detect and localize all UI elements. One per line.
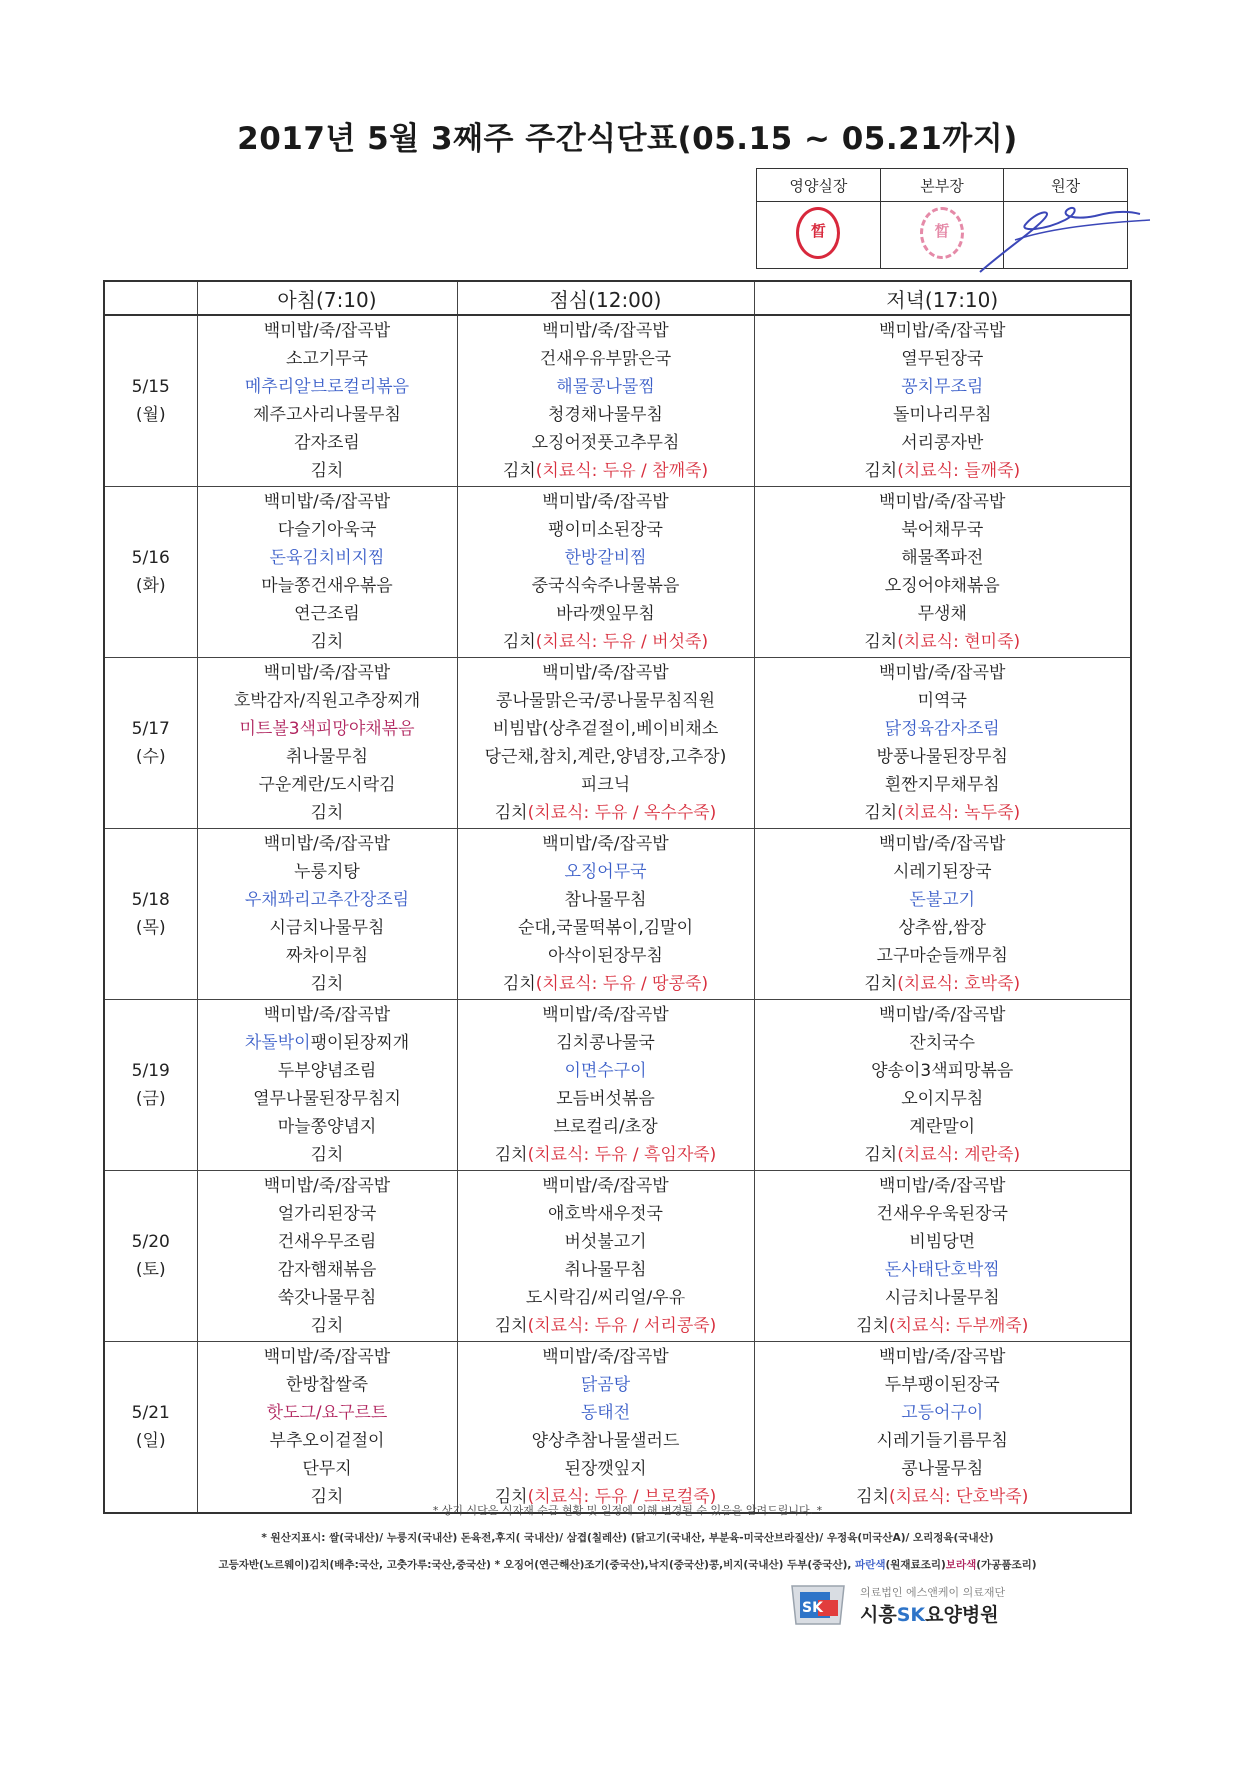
menu-item: 백미밥/죽/잡곡밥: [879, 1005, 1006, 1025]
breakfast-cell: [197, 487, 457, 658]
menu-item: 돌미나리무침: [892, 405, 992, 425]
menu-item: 비빔밥(상추겉절이,베이비채소: [492, 719, 719, 739]
menu-item: 백미밥/죽/잡곡밥: [879, 1347, 1006, 1367]
breakfast-cell: [197, 658, 457, 829]
menu-item: 건새우우욱된장국: [876, 1204, 1008, 1224]
diet-note: (치료식: 단호박죽): [889, 1487, 1029, 1507]
menu-item: 취나물무침: [285, 747, 369, 767]
menu-item: 김치(치료식: 두유 / 땅콩죽): [502, 974, 709, 994]
menu-item: 돈불고기: [909, 890, 976, 910]
menu-item: 백미밥/죽/잡곡밥: [542, 321, 669, 341]
approval-header-head: 원장: [1004, 169, 1128, 202]
menu-item: 모듬버섯볶음: [556, 1089, 655, 1109]
approval-cell-nutrition: [757, 202, 881, 269]
diet-note: (치료식: 두부깨죽): [889, 1316, 1029, 1336]
signature: [975, 190, 1155, 280]
menu-item: 김치(치료식: 두유 / 서리콩죽): [494, 1316, 717, 1336]
menu-item: 이면수구이: [564, 1061, 647, 1081]
menu-item: 무생채: [917, 604, 967, 624]
breakfast-cell: [197, 315, 457, 487]
breakfast-column-header: 아침(7:10): [197, 281, 457, 315]
menu-item: 김치(치료식: 두유 / 흑임자죽): [494, 1145, 717, 1165]
menu-item: 백미밥/죽/잡곡밥: [542, 1005, 669, 1025]
menu-item: 바라깻잎무침: [556, 604, 655, 624]
menu-item: 중국식숙주나물볶음: [531, 576, 680, 596]
menu-item: 백미밥/죽/잡곡밥: [542, 663, 669, 683]
menu-item: 백미밥/죽/잡곡밥: [263, 1176, 391, 1196]
menu-item: 백미밥/죽/잡곡밥: [263, 492, 391, 512]
menu-item: 김치: [310, 632, 344, 652]
menu-item: 오징어무국: [564, 862, 647, 882]
menu-item: 서리콩자반: [901, 433, 984, 453]
menu-header-row: [104, 281, 1131, 315]
menu-item: 연근조림: [294, 604, 360, 624]
menu-item: 호박감자/직원고추장찌개: [233, 691, 421, 711]
menu-item: 비빔당면: [909, 1232, 976, 1252]
menu-item: 돈육김치비지찜: [269, 548, 385, 568]
menu-item: 김치(치료식: 녹두죽): [864, 803, 1021, 823]
table-row: [104, 315, 1131, 487]
diet-note: (치료식: 녹두죽): [897, 803, 1021, 823]
seal-stamp: 晳: [920, 207, 964, 259]
menu-item: 상추쌈,쌈장: [898, 918, 986, 938]
menu-item: 부추오이겉절이: [269, 1431, 385, 1451]
breakfast-cell: [197, 1000, 457, 1171]
blue-legend: 파란색: [855, 1559, 886, 1571]
menu-item: 백미밥/죽/잡곡밥: [263, 834, 391, 854]
menu-item: 버섯불고기: [564, 1232, 647, 1252]
lunch-cell: [457, 658, 754, 829]
menu-item: 동태전: [580, 1403, 631, 1423]
day-date: 5/18: [131, 890, 170, 910]
table-row: [104, 658, 1131, 829]
menu-item: 김치(치료식: 두유 / 버섯죽): [502, 632, 709, 652]
dinner-cell: [754, 658, 1131, 829]
menu-item: 오징어야채볶음: [884, 576, 1000, 596]
diet-note: (치료식: 두유 / 버섯죽): [535, 632, 709, 652]
menu-item: 김치: [310, 803, 344, 823]
menu-item: 시레기된장국: [892, 862, 992, 882]
menu-item: 흰짠지무채무침: [884, 775, 1000, 795]
menu-item: 미역국: [917, 691, 967, 711]
menu-item: 백미밥/죽/잡곡밥: [263, 1005, 391, 1025]
menu-item: 잔치국수: [909, 1033, 976, 1053]
menu-item: 우채꽈리고추간장조림: [244, 890, 410, 910]
menu-item: 시금치나물무침: [884, 1288, 1000, 1308]
dinner-cell: [754, 1000, 1131, 1171]
lunch-cell: [457, 1171, 754, 1342]
menu-item: 김치(치료식: 두부깨죽): [856, 1316, 1029, 1336]
menu-item: 피크닉: [580, 775, 631, 795]
day-weekday: (토): [135, 1260, 166, 1280]
diet-note: (치료식: 두유 / 땅콩죽): [535, 974, 709, 994]
menu-item: 백미밥/죽/잡곡밥: [879, 321, 1006, 341]
diet-note: (치료식: 계란죽): [897, 1145, 1021, 1165]
menu-item: 메추리알브로컬리볶음: [244, 377, 410, 397]
page-title: 2017년 5월 3째주 주간식단표(05.15 ~ 05.21까지): [237, 121, 1018, 157]
menu-item: 백미밥/죽/잡곡밥: [879, 492, 1006, 512]
menu-item: 마늘쫑양념지: [277, 1117, 377, 1137]
menu-item: 감자조림: [294, 433, 360, 453]
menu-item: 백미밥/죽/잡곡밥: [542, 834, 669, 854]
breakfast-cell: [197, 829, 457, 1000]
menu-item: 차돌박이팽이된장찌개: [244, 1033, 410, 1053]
diet-note: (치료식: 들깨죽): [897, 461, 1021, 481]
menu-item: 다슬기아욱국: [277, 520, 377, 540]
table-row: [104, 1000, 1131, 1171]
day-cell: [104, 487, 197, 658]
diet-note: (치료식: 두유 / 브로컬죽): [527, 1487, 717, 1507]
menu-item: 닭곰탕: [580, 1375, 631, 1395]
menu-item: 참나물무침: [564, 890, 647, 910]
menu-item: 쑥갓나물무침: [277, 1288, 377, 1308]
menu-item: 고구마순들깨무침: [876, 946, 1008, 966]
menu-item: 얼가리된장국: [277, 1204, 377, 1224]
dinner-cell: [754, 315, 1131, 487]
menu-item: 김치(치료식: 호박죽): [864, 974, 1021, 994]
menu-item: 순대,국물떡볶이,김말이: [517, 918, 694, 938]
menu-item: 구운계란/도시락김: [258, 775, 396, 795]
diet-note: (치료식: 두유 / 서리콩죽): [527, 1316, 717, 1336]
lunch-cell: [457, 315, 754, 487]
dinner-cell: [754, 1342, 1131, 1514]
menu-item: 두부양념조림: [277, 1061, 377, 1081]
menu-item: 김치(치료식: 두유 / 옥수수죽): [494, 803, 717, 823]
day-weekday: (월): [135, 405, 166, 425]
menu-item: 김치: [310, 1145, 344, 1165]
menu-item: 돈사태단호박찜: [884, 1260, 1000, 1280]
dinner-cell: [754, 1171, 1131, 1342]
day-weekday: (일): [135, 1431, 166, 1451]
menu-item: 팽이미소된장국: [548, 520, 663, 540]
menu-item: 두부팽이된장국: [884, 1375, 1000, 1395]
menu-item: 백미밥/죽/잡곡밥: [879, 663, 1006, 683]
breakfast-cell: [197, 1342, 457, 1514]
day-weekday: (금): [135, 1089, 166, 1109]
menu-item: 건새우유부맑은국: [539, 349, 672, 369]
hospital-logo: [788, 1582, 848, 1628]
org-subtitle: 의료법인 에스앤케이 의료재단: [860, 1586, 1006, 1599]
day-column-header: [104, 281, 197, 315]
day-cell: [104, 315, 197, 487]
menu-item: 도시락김/씨리얼/우유: [525, 1288, 686, 1308]
menu-item: 콩나물무침: [901, 1459, 984, 1479]
menu-item: 콩나물맑은국/콩나물무침직원: [495, 691, 716, 711]
menu-item: 김치(치료식: 단호박죽): [856, 1487, 1029, 1507]
svg-text:SK: SK: [802, 1600, 823, 1616]
menu-item: 애호박새우젓국: [548, 1204, 663, 1224]
origin-line-1: * 원산지표시: 쌀(국내산)/ 누룽지(국내산) 돈육전,후지( 국내산)/ 삼겹(칠레산) (닭고기(국내산, 부분육-미국산브라질산)/ 우정육(미국산A)/ 오리정육(국내산): [261, 1532, 994, 1544]
menu-item: 열무된장국: [901, 349, 984, 369]
table-row: [104, 1342, 1131, 1514]
day-weekday: (수): [135, 747, 166, 767]
seal-stamp: 晳: [796, 207, 840, 259]
menu-item: 양송이3색피망볶음: [871, 1061, 1014, 1081]
menu-item: 한방찹쌀죽: [285, 1375, 369, 1395]
menu-item: 김치: [310, 1316, 344, 1336]
diet-note: (치료식: 두유 / 흑임자죽): [527, 1145, 717, 1165]
dinner-column-header: 저녁(17:10): [754, 281, 1131, 315]
menu-item: 백미밥/죽/잡곡밥: [542, 1347, 669, 1367]
menu-item: 방풍나물된장무침: [876, 747, 1008, 767]
menu-item: 아삭이된장무침: [548, 946, 663, 966]
menu-item: 짜차이무침: [285, 946, 369, 966]
menu-item: 꽁치무조림: [901, 377, 984, 397]
diet-note: (치료식: 두유 / 참깨죽): [535, 461, 709, 481]
day-date: 5/17: [131, 719, 170, 739]
diet-note: (치료식: 두유 / 옥수수죽): [527, 803, 717, 823]
menu-item: 당근채,참치,계란,양념장,고추장): [484, 747, 727, 767]
menu-item: 김치(치료식: 두유 / 브로컬죽): [494, 1487, 717, 1507]
breakfast-cell: [197, 1171, 457, 1342]
menu-item: 감자햄채볶음: [277, 1260, 377, 1280]
diet-note: (치료식: 현미죽): [897, 632, 1021, 652]
menu-item: 백미밥/죽/잡곡밥: [263, 1347, 391, 1367]
menu-item: 김치: [310, 461, 344, 481]
day-cell: [104, 1171, 197, 1342]
menu-item: 백미밥/죽/잡곡밥: [542, 492, 669, 512]
menu-item: 미트볼3색피망야채볶음: [239, 719, 415, 739]
menu-item: 건새우무조림: [277, 1232, 377, 1252]
lunch-cell: [457, 829, 754, 1000]
menu-item: 김치(치료식: 두유 / 참깨죽): [502, 461, 709, 481]
menu-item: 백미밥/죽/잡곡밥: [879, 834, 1006, 854]
menu-item: 북어채무국: [901, 520, 984, 540]
lunch-cell: [457, 1000, 754, 1171]
lunch-cell: [457, 487, 754, 658]
org-name: 시흥SK요양병원: [860, 1604, 999, 1626]
diet-note: (치료식: 호박죽): [897, 974, 1021, 994]
menu-item: 마늘쫑건새우볶음: [261, 576, 393, 596]
approval-header-nutrition: 영양실장: [757, 169, 881, 202]
menu-item: 김치(치료식: 들깨죽): [864, 461, 1021, 481]
menu-item: 해물콩나물찜: [556, 377, 655, 397]
table-row: [104, 487, 1131, 658]
lunch-cell: [457, 1342, 754, 1514]
menu-item: 오이지무침: [901, 1089, 984, 1109]
menu-item: 브로컬리/초장: [553, 1117, 658, 1137]
day-cell: [104, 1000, 197, 1171]
menu-item: 고등어구이: [901, 1403, 984, 1423]
menu-item: 김치: [310, 974, 344, 994]
menu-item: 한방갈비찜: [564, 548, 647, 568]
menu-item: 시금치나물무침: [269, 918, 385, 938]
change-notice: * 상기 식단은 식자재 수급 현황 및 일정에 의해 변경될 수 있음을 알려드립니다. *: [432, 1504, 823, 1517]
lunch-column-header: 점심(12:00): [457, 281, 754, 315]
menu-table: [103, 280, 1132, 1514]
menu-item: 김치(치료식: 현미죽): [864, 632, 1021, 652]
menu-item: 백미밥/죽/잡곡밥: [263, 663, 391, 683]
menu-item: 된장깻잎지: [564, 1459, 647, 1479]
day-date: 5/20: [131, 1232, 170, 1252]
day-date: 5/15: [131, 377, 170, 397]
origin-line-2: 고등자반(노르웨이)김치(배추:국산, 고춧가루:국산,중국산) * 오징어(연근해산)조기(중국산),낙지(중국산)콩,비지(국내산) 두부(중국산), 파란색(원재료조리)보라색(가공품조리): [218, 1559, 1037, 1571]
menu-item: 제주고사리나물무침: [253, 405, 401, 425]
menu-item: 핫도그/요구르트: [266, 1403, 388, 1423]
menu-item: 오징어젓풋고추무침: [531, 433, 680, 453]
menu-item: 소고기무국: [285, 349, 369, 369]
menu-item: 단무지: [302, 1459, 352, 1479]
day-cell: [104, 1342, 197, 1514]
table-row: [104, 829, 1131, 1000]
dinner-cell: [754, 829, 1131, 1000]
day-cell: [104, 658, 197, 829]
menu-item: 닭정육감자조림: [884, 719, 1000, 739]
day-cell: [104, 829, 197, 1000]
menu-item: 김치: [310, 1487, 344, 1507]
menu-item: 백미밥/죽/잡곡밥: [879, 1176, 1006, 1196]
menu-item: 누룽지탕: [294, 862, 360, 882]
day-weekday: (목): [135, 918, 166, 938]
menu-item: 청경채나물무침: [548, 405, 663, 425]
menu-item: 취나물무침: [564, 1260, 647, 1280]
day-date: 5/19: [131, 1061, 170, 1081]
menu-item: 열무나물된장무침지: [253, 1089, 401, 1109]
approval-header-director: 본부장: [880, 169, 1004, 202]
menu-item: 김치(치료식: 계란죽): [864, 1145, 1021, 1165]
day-weekday: (화): [135, 576, 166, 596]
menu-item: 백미밥/죽/잡곡밥: [542, 1176, 669, 1196]
menu-item: 시레기들기름무침: [876, 1431, 1008, 1451]
menu-item: 백미밥/죽/잡곡밥: [263, 321, 391, 341]
menu-item: 양상추참나물샐러드: [531, 1431, 680, 1451]
dinner-cell: [754, 487, 1131, 658]
table-row: [104, 1171, 1131, 1342]
menu-item: 김치콩나물국: [556, 1033, 655, 1053]
menu-item: 계란말이: [909, 1117, 976, 1137]
menu-item: 해물쪽파전: [901, 548, 984, 568]
purple-legend: 보라색: [945, 1559, 977, 1571]
day-date: 5/16: [131, 548, 170, 568]
day-date: 5/21: [131, 1403, 170, 1423]
